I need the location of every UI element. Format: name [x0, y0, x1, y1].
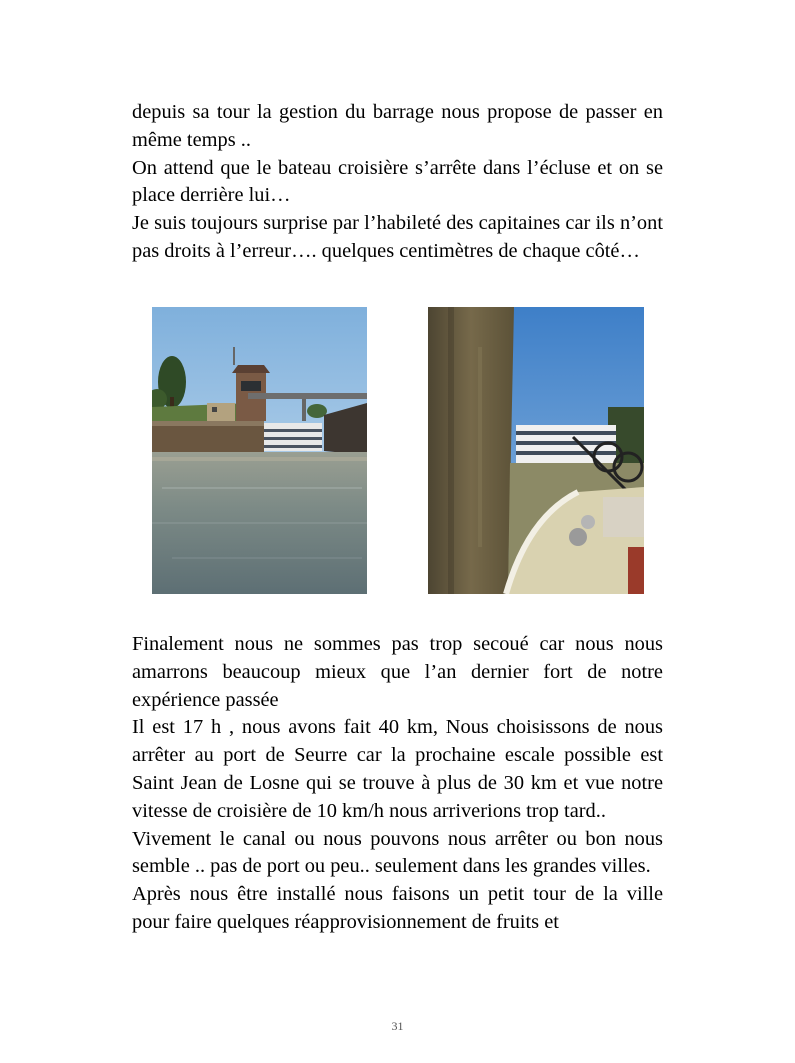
text-block-top — [132, 99, 663, 266]
paragraph: Je suis toujours surprise par l’habileté des capitaines car ils n’ont pas droits à l’erreur…. quelques centimètres de chaque côté… — [132, 212, 663, 262]
paragraph: Vivement le canal ou nous pouvons nous arrêter ou bon nous semble .. pas de port ou peu.. seulement dans les grandes villes. — [132, 827, 663, 878]
paragraph: depuis sa tour la gestion du barrage nous propose de passer en même temps .. — [132, 101, 663, 151]
paragraph: On attend que le bateau croisière s’arrête dans l’écluse et on se place derrière lui… — [132, 156, 663, 207]
text-block-bottom — [132, 631, 663, 937]
paragraph: Après nous être installé nous faisons un petit tour de la ville pour faire quelques réapprovisionnement de fruits et — [132, 883, 663, 933]
lock-photo — [152, 307, 367, 594]
lock-wall-photo — [428, 307, 644, 594]
paragraph: Finalement nous ne sommes pas trop secoué car nous nous amarrons beaucoup mieux que l’an dernier fort de notre expérience passée — [132, 633, 663, 711]
paragraph: Il est 17 h , nous avons fait 40 km, Nous choisissons de nous arrêter au port de Seurre car la prochaine escale possible est Saint Jean de Losne qui se trouve à plus de 30 km et vue notre vitesse de croisière de 10 km/h nous arriverions trop tard.. — [132, 716, 663, 822]
page-number: 31 — [391, 1019, 404, 1033]
